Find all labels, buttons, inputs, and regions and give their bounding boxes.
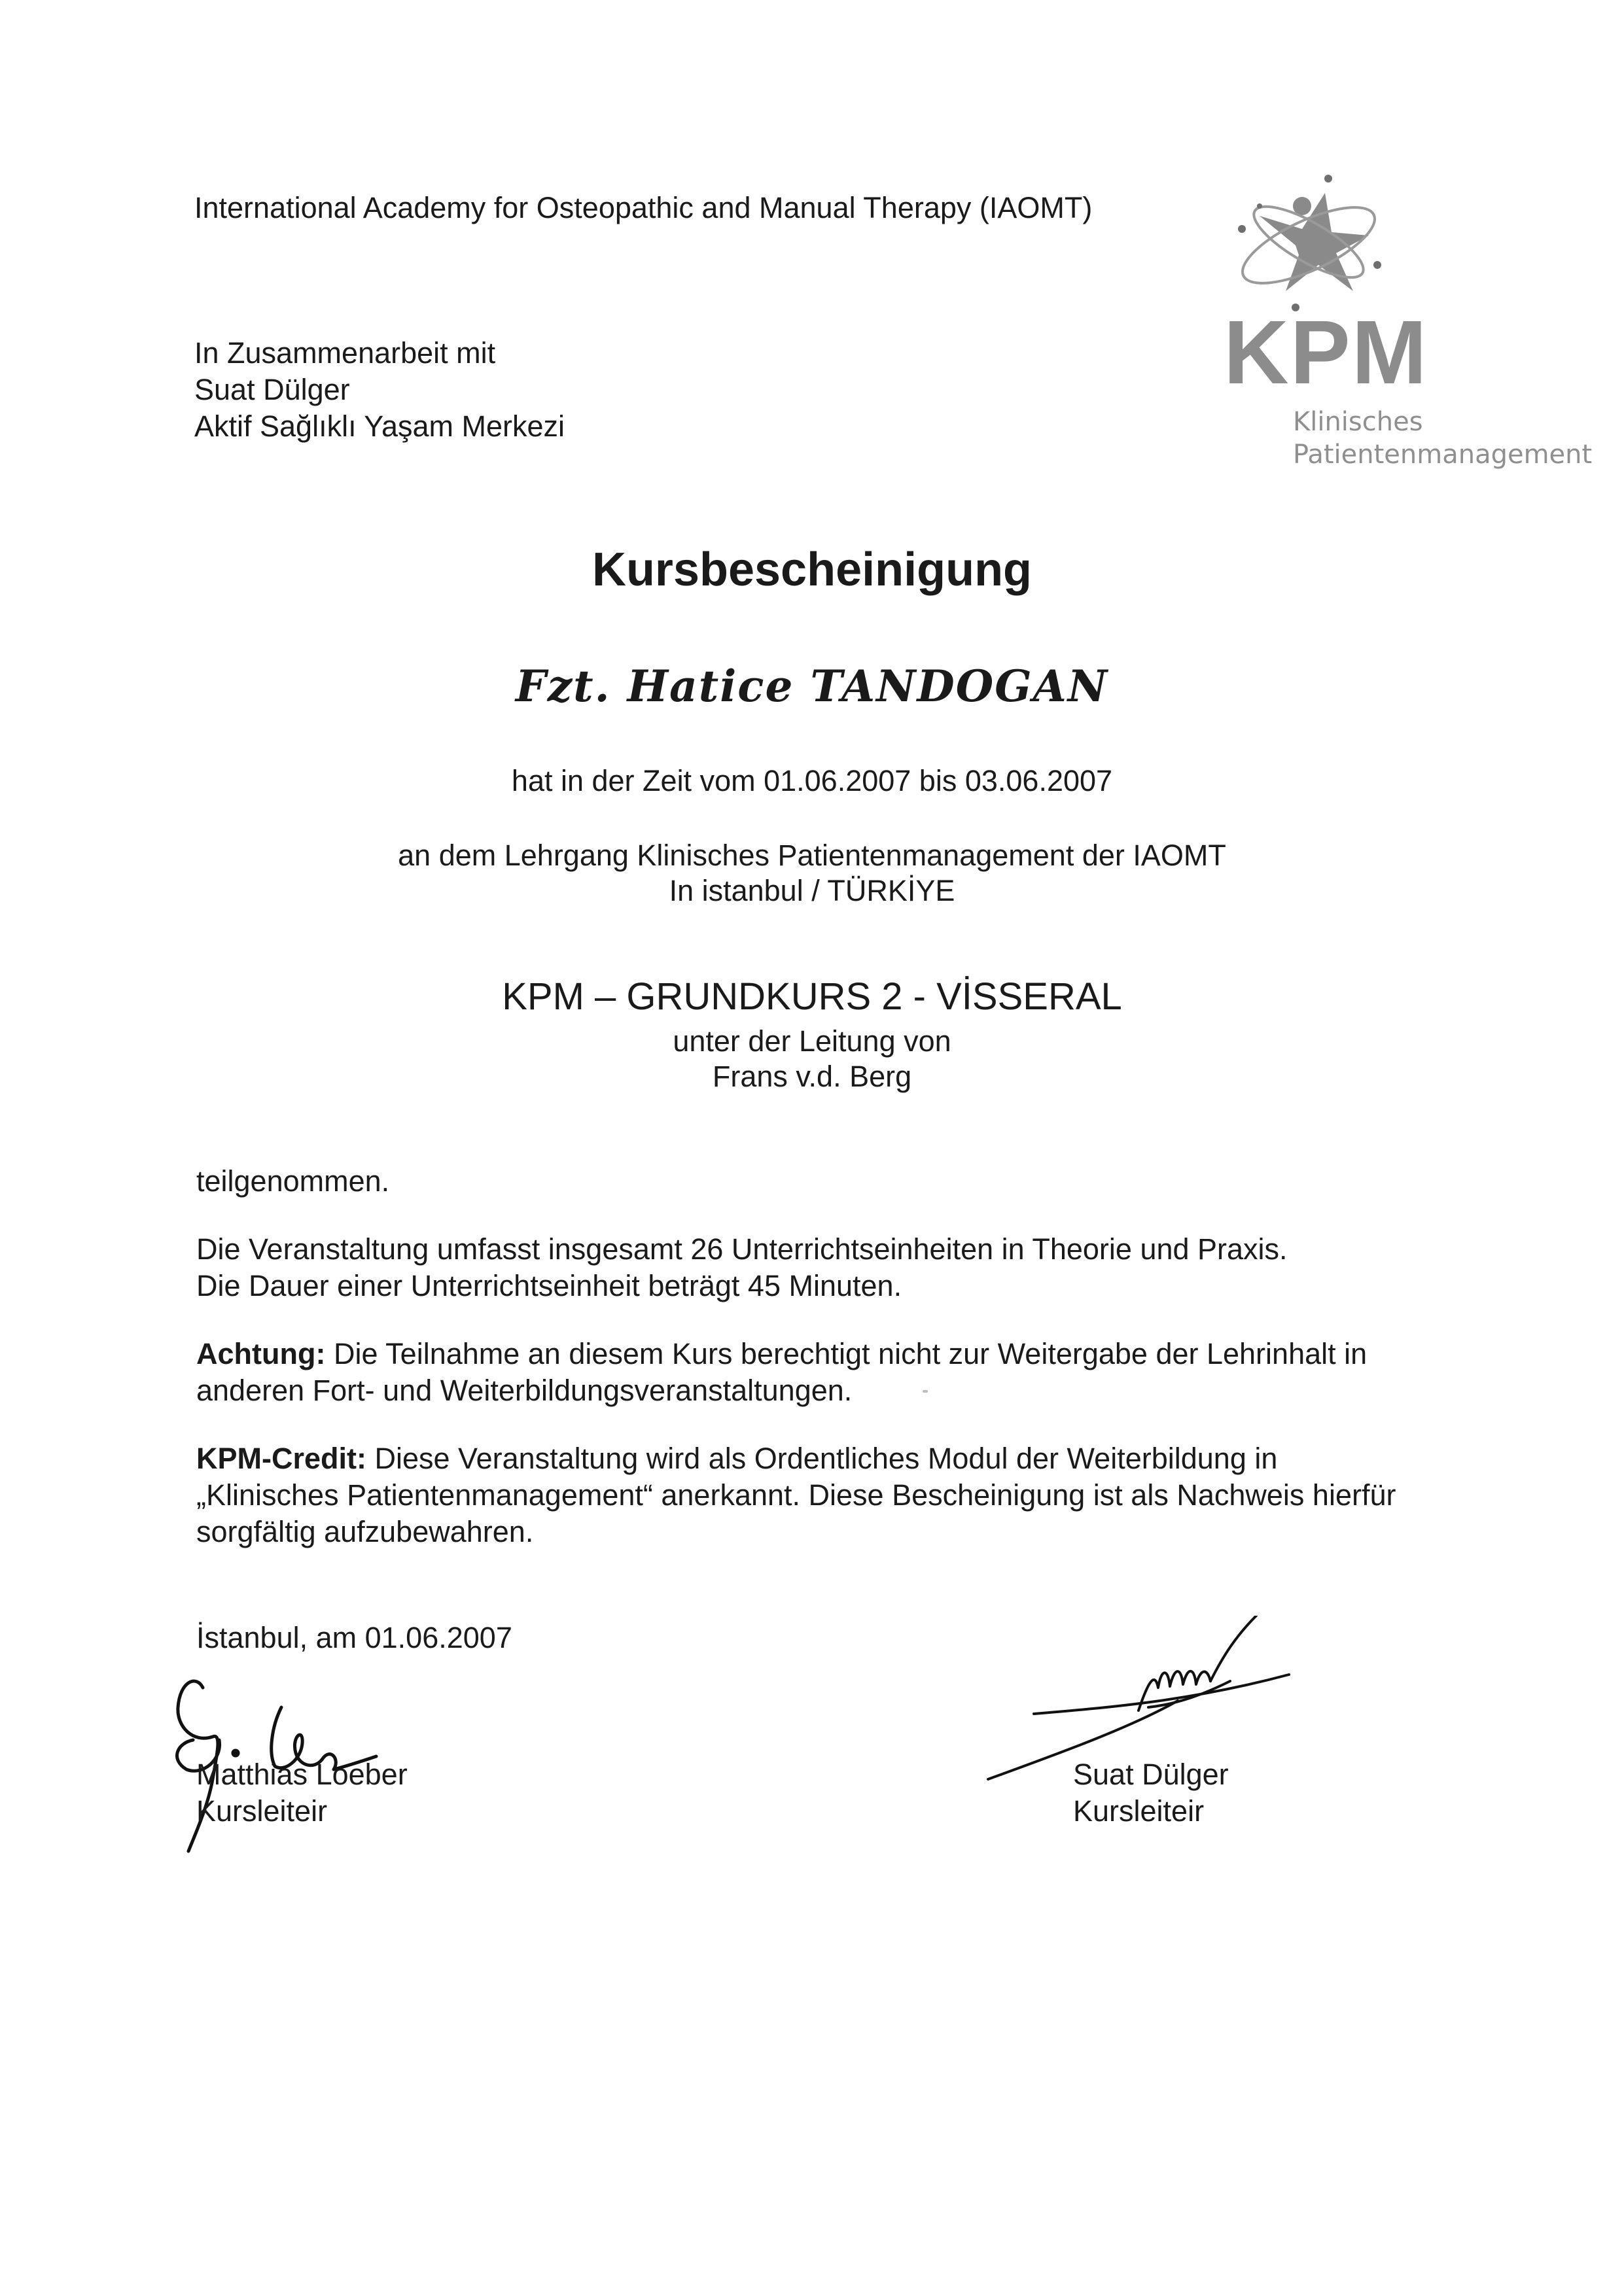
credit-paragraph — [196, 1440, 1439, 1550]
signer-right-role: Kursleiteir — [1073, 1794, 1205, 1828]
document-title: Kursbescheinigung — [591, 544, 1033, 596]
signer-left-name: Matthias Loeber — [196, 1758, 408, 1791]
duration-line: Die Dauer einer Unterrichtseinheit beträgt 45 Minuten. — [196, 1269, 902, 1302]
recipient-name: Fzt. Hatice TANDOGAN — [515, 661, 1109, 712]
scan-speck — [923, 1390, 928, 1393]
logo-wordmark: KPM — [1224, 302, 1428, 403]
credit-text-line1: Diese Veranstaltung wird als Ordentliches Modul der Weiterbildung in — [366, 1442, 1278, 1475]
credit-text-line2: „Klinisches Patientenmanagement“ anerkannt. Diese Bescheinigung ist als Nachweis hierfür — [196, 1478, 1396, 1512]
course-description: an dem Lehrgang Klinisches Patientenmanagement der IAOMT — [398, 839, 1226, 872]
organization-name: International Academy for Osteopathic and Manual Therapy (IAOMT) — [194, 191, 1093, 224]
signer-right — [1073, 1756, 1229, 1830]
kpm-logo — [1197, 167, 1603, 481]
warning-paragraph — [196, 1336, 1439, 1409]
signer-left — [196, 1756, 408, 1830]
cooperation-partner: Suat Dülger — [194, 373, 350, 406]
signer-left-role: Kursleiteir — [196, 1794, 328, 1828]
cooperation-center: Aktif Sağlıklı Yaşam Merkezi — [194, 409, 565, 443]
logo-subtitle-line1: Klinisches — [1293, 407, 1423, 437]
course-name: KPM – GRUNDKURS 2 - VİSSERAL — [502, 975, 1122, 1018]
participated-text: teilgenommen. — [196, 1164, 390, 1198]
cooperation-block — [194, 335, 565, 445]
warning-text-line2: anderen Fort- und Weiterbildungsveranstaltungen. — [196, 1374, 853, 1407]
place-date: İstanbul, am 01.06.2007 — [196, 1621, 512, 1654]
leader-intro: unter der Leitung von — [673, 1024, 951, 1058]
credit-label: KPM-Credit: — [196, 1442, 366, 1475]
cooperation-intro: In Zusammenarbeit mit — [194, 336, 496, 370]
units-paragraph — [196, 1231, 1439, 1304]
course-period: hat in der Zeit vom 01.06.2007 bis 03.06.2007 — [511, 764, 1113, 797]
credit-text-line3: sorgfältig aufzubewahren. — [196, 1515, 534, 1548]
kpm-star-figure-icon — [1197, 167, 1407, 317]
warning-label: Achtung: — [196, 1337, 326, 1370]
units-line: Die Veranstaltung umfasst insgesamt 26 Unterrichtseinheiten in Theorie und Praxis. — [196, 1232, 1288, 1266]
course-location: In istanbul / TÜRKİYE — [669, 874, 955, 907]
warning-text-line1: Die Teilnahme an diesem Kurs berechtigt nicht zur Weitergabe der Lehrinhalt in — [325, 1337, 1368, 1370]
logo-subtitle-line2: Patientenmanagement — [1293, 440, 1593, 470]
leader-name: Frans v.d. Berg — [712, 1060, 912, 1093]
signer-right-name: Suat Dülger — [1073, 1758, 1229, 1791]
